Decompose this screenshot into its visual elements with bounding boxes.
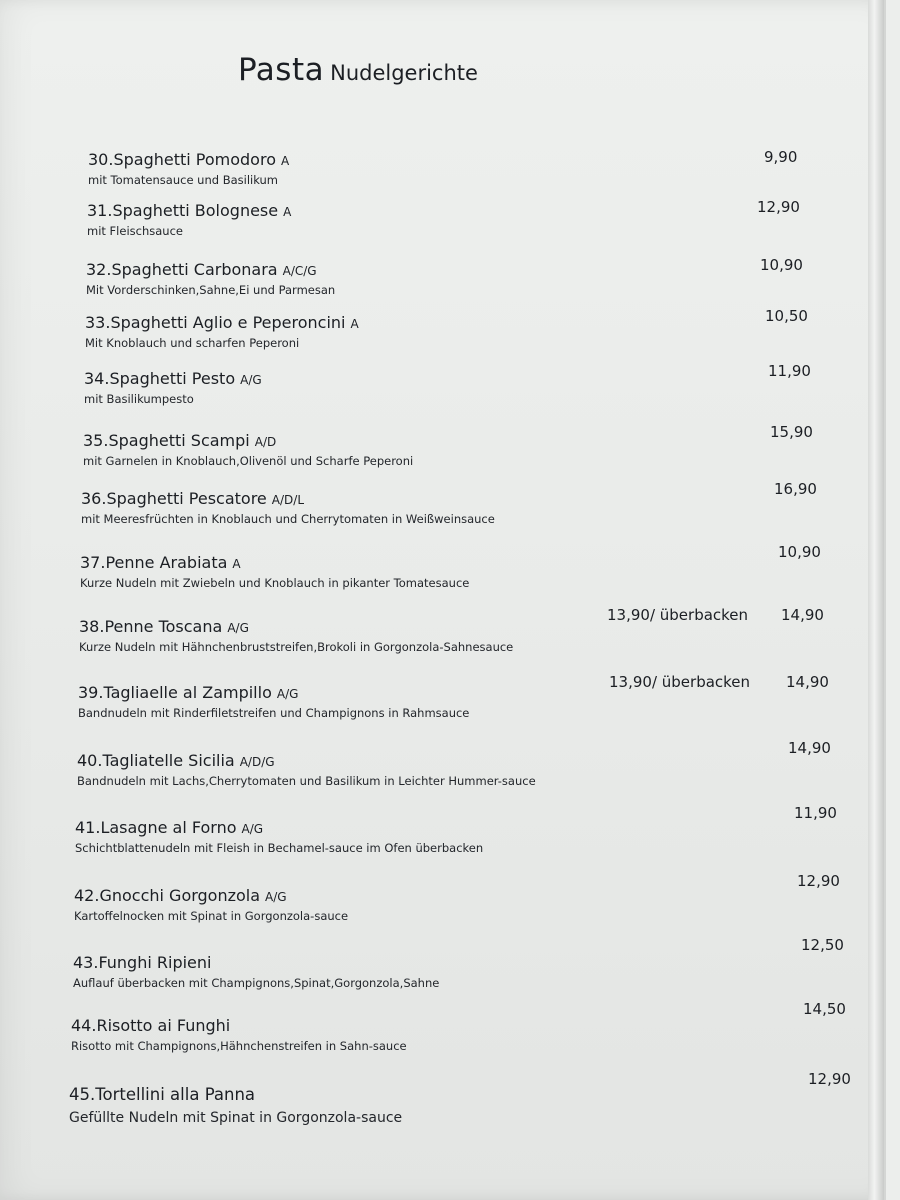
section-subtitle: Nudelgerichte: [330, 61, 478, 85]
item-description: Risotto mit Champignons,Hähnchenstreifen in Sahn-sauce: [71, 1039, 407, 1053]
item-description: Kurze Nudeln mit Zwiebeln und Knoblauch in pikanter Tomatesauce: [80, 576, 470, 590]
item-price: 11,90: [768, 362, 811, 380]
item-price: 12,90: [757, 198, 800, 216]
item-allergens: A: [350, 317, 359, 331]
item-price: 12,90: [808, 1070, 851, 1088]
item-description: Mit Knoblauch und scharfen Peperoni: [85, 336, 300, 350]
item-name: 32.Spaghetti Carbonara: [86, 260, 278, 279]
item-price: 14,50: [803, 1000, 846, 1018]
item-price: 15,90: [770, 423, 813, 441]
menu-item: [71, 1016, 407, 1054]
item-description: mit Fleischsauce: [87, 224, 183, 238]
menu-item: [83, 431, 413, 469]
item-allergens: A/G: [240, 373, 262, 387]
menu-item: [81, 489, 495, 527]
item-price: 12,90: [797, 872, 840, 890]
page-edge: [868, 0, 884, 1200]
item-name: 31.Spaghetti Bolognese: [87, 201, 279, 220]
menu-item: [86, 260, 335, 298]
item-name: 40.Tagliatelle Sicilia: [77, 751, 235, 770]
item-allergens: A/D: [254, 435, 277, 449]
item-price: 16,90: [774, 480, 817, 498]
item-price: 10,50: [765, 307, 808, 325]
menu-item: [84, 369, 262, 407]
item-description: mit Tomatensauce und Basilikum: [88, 173, 279, 187]
menu-item: [88, 150, 289, 188]
item-description: Kartoffelnocken mit Spinat in Gorgonzola-sauce: [74, 909, 349, 923]
item-description: mit Basilikumpesto: [84, 392, 194, 406]
menu-item: [80, 553, 469, 591]
menu-title: [238, 52, 478, 88]
item-price-alt: 13,90/ überbacken: [609, 673, 751, 691]
menu-item: [85, 313, 359, 351]
item-description: mit Meeresfrüchten in Knoblauch und Cherrytomaten in Weißweinsauce: [81, 512, 495, 526]
item-price: 9,90: [764, 148, 798, 166]
menu-item: [78, 683, 469, 721]
item-name: 34.Spaghetti Pesto: [84, 369, 236, 388]
item-description: Bandnudeln mit Lachs,Cherrytomaten und Basilikum in Leichter Hummer-sauce: [77, 774, 536, 788]
menu-item: [79, 617, 513, 655]
item-price: 14,90: [786, 673, 829, 691]
item-description: mit Garnelen in Knoblauch,Olivenöl und Scharfe Peperoni: [83, 454, 414, 468]
item-description: Schichtblattenudeln mit Fleish in Bechamel-sauce im Ofen überbacken: [75, 841, 484, 855]
menu-item: [87, 201, 291, 239]
item-name: 30.Spaghetti Pomodoro: [88, 150, 276, 169]
item-allergens: A/G: [227, 621, 249, 635]
item-description: Auflauf überbacken mit Champignons,Spinat,Gorgonzola,Sahne: [73, 976, 440, 990]
item-allergens: A/G: [265, 890, 287, 904]
menu-item: [75, 818, 483, 856]
item-price: 14,90: [788, 739, 831, 757]
item-description: Bandnudeln mit Rinderfiletstreifen und Champignons in Rahmsauce: [78, 706, 470, 720]
item-price: 10,90: [778, 543, 821, 561]
item-price: 14,90: [781, 606, 824, 624]
menu-item: [77, 751, 536, 789]
item-name: 37.Penne Arabiata: [80, 553, 228, 572]
item-allergens: A/G: [276, 687, 299, 701]
item-description: Gefüllte Nudeln mit Spinat in Gorgonzola-sauce: [69, 1110, 403, 1126]
item-name: 35.Spaghetti Scampi: [83, 431, 250, 450]
item-allergens: A/G: [241, 822, 264, 836]
item-name: 43.Funghi Ripieni: [73, 953, 212, 972]
item-allergens: A/D/G: [239, 755, 275, 769]
item-name: 41.Lasagne al Forno: [75, 818, 237, 837]
section-title: Pasta: [238, 52, 325, 88]
item-description: Kurze Nudeln mit Hähnchenbruststreifen,Brokoli in Gorgonzola-Sahnesauce: [79, 640, 514, 654]
item-name: 38.Penne Toscana: [79, 617, 223, 636]
item-name: 36.Spaghetti Pescatore: [81, 489, 267, 508]
item-price-alt: 13,90/ überbacken: [607, 606, 749, 624]
item-price: 12,50: [801, 936, 844, 954]
item-name: 42.Gnocchi Gorgonzola: [74, 886, 261, 905]
item-allergens: A: [283, 205, 292, 219]
item-allergens: A/C/G: [282, 264, 317, 278]
item-name: 45.Tortellini alla Panna: [69, 1085, 256, 1104]
menu-item: [73, 953, 439, 991]
item-price: 11,90: [794, 804, 837, 822]
item-allergens: A: [232, 557, 241, 571]
item-description: Mit Vorderschinken,Sahne,Ei und Parmesan: [86, 283, 336, 297]
item-name: 33.Spaghetti Aglio e Peperoncini: [85, 313, 346, 332]
item-allergens: A/D/L: [271, 493, 305, 507]
item-name: 44.Risotto ai Funghi: [71, 1016, 231, 1035]
menu-item: [74, 886, 348, 924]
menu-item: [69, 1085, 402, 1127]
item-allergens: A: [280, 154, 290, 168]
item-name: 39.Tagliaelle al Zampillo: [78, 683, 272, 702]
item-price: 10,90: [760, 256, 803, 274]
